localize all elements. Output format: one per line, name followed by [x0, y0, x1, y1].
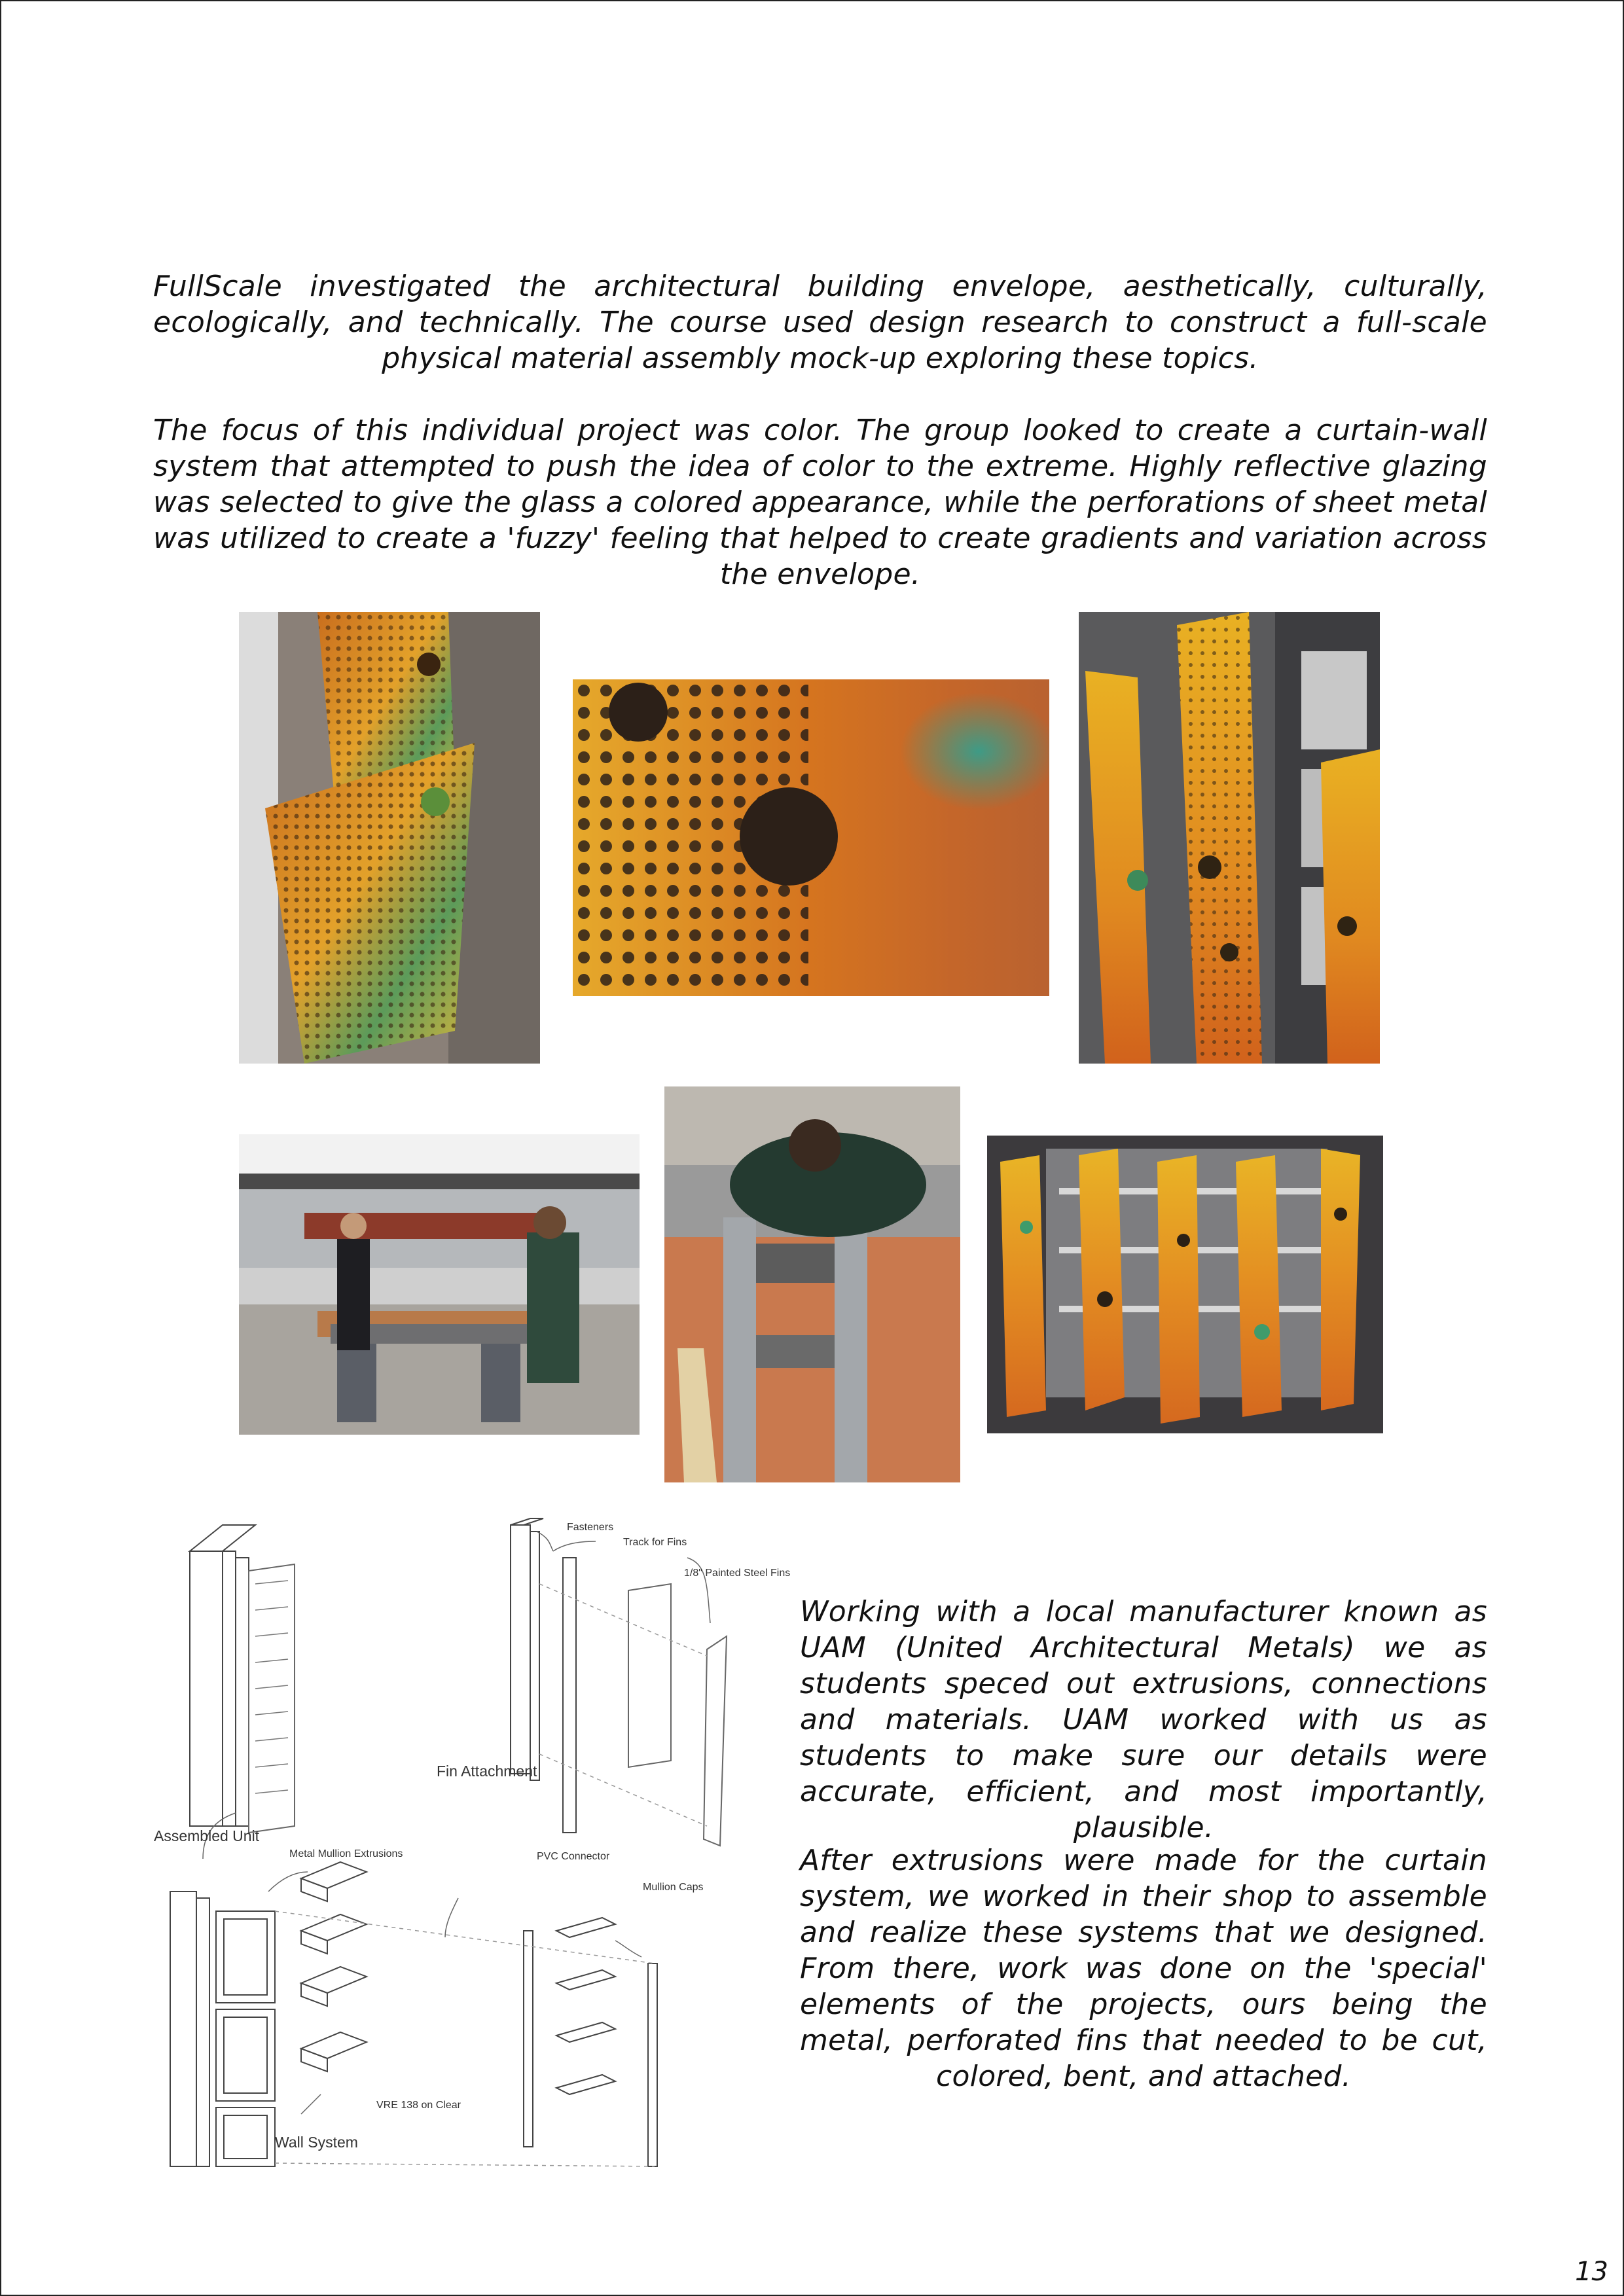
- label-painted-steel-fins: 1/8" Painted Steel Fins: [684, 1568, 791, 1579]
- right-paragraph-1: Working with a local manufacturer known as UAM (United Architectural Metals) we as students speced out extrusions, connections and materials. UAM worked with us as students to make sure our details were accurate, efficient, and most importantly, plausible.: [800, 1595, 1487, 1844]
- label-metal-mullion-extrusions: Metal Mullion Extrusions: [289, 1848, 403, 1859]
- right-paragraph-2: After extrusions were made for the curtain system, we worked in their shop to assemble and realize these systems that we designed. From there, work was done on the 'special' elements of the projects, ours being the metal, perforated fins that needed to be cut, colored, bent, and attached.: [800, 1844, 1487, 2093]
- photo-student-assembling: [664, 1086, 960, 1482]
- label-fasteners: Fasteners: [567, 1522, 614, 1533]
- photo-finished-mockup: [987, 1136, 1383, 1433]
- photo-perforation-detail: [573, 679, 1049, 996]
- label-mullion-caps: Mullion Caps: [643, 1882, 704, 1893]
- assembled-unit-drawing: [190, 1525, 295, 1833]
- label-vre-138: VRE 138 on Clear: [376, 2100, 461, 2111]
- photo-workshop-assembly: [239, 1134, 640, 1435]
- page-number: 13: [1575, 2257, 1608, 2287]
- label-track-for-fins: Track for Fins: [623, 1537, 687, 1548]
- label-wall-system: Wall System: [275, 2134, 358, 2151]
- label-assembled-unit: Assembled Unit: [154, 1827, 260, 1844]
- intro-paragraph-1: FullScale investigated the architectural building envelope, aesthetically, culturally, ecologically, and technically. The course used design research to construct a full-scale physical material assembly mock-up exploring these topics.: [153, 270, 1487, 375]
- technical-drawing: [144, 1505, 812, 2173]
- label-pvc-connector: PVC Connector: [537, 1851, 610, 1862]
- label-fin-attachment: Fin Attachment: [437, 1763, 537, 1780]
- photo-installed-fins: [1079, 612, 1380, 1064]
- intro-paragraph-2: The focus of this individual project was color. The group looked to create a curtain-wall system that attempted to push the idea of color to the extreme. Highly reflective glazing was selected to give the glass a colored appearance, while the perforations of sheet metal was utilized to create a 'fuzzy' feeling that helped to create gradients and variation across the envelope.: [153, 414, 1487, 591]
- wall-system-drawing: [170, 1862, 657, 2166]
- photo-fin-closeup-left: [239, 612, 540, 1064]
